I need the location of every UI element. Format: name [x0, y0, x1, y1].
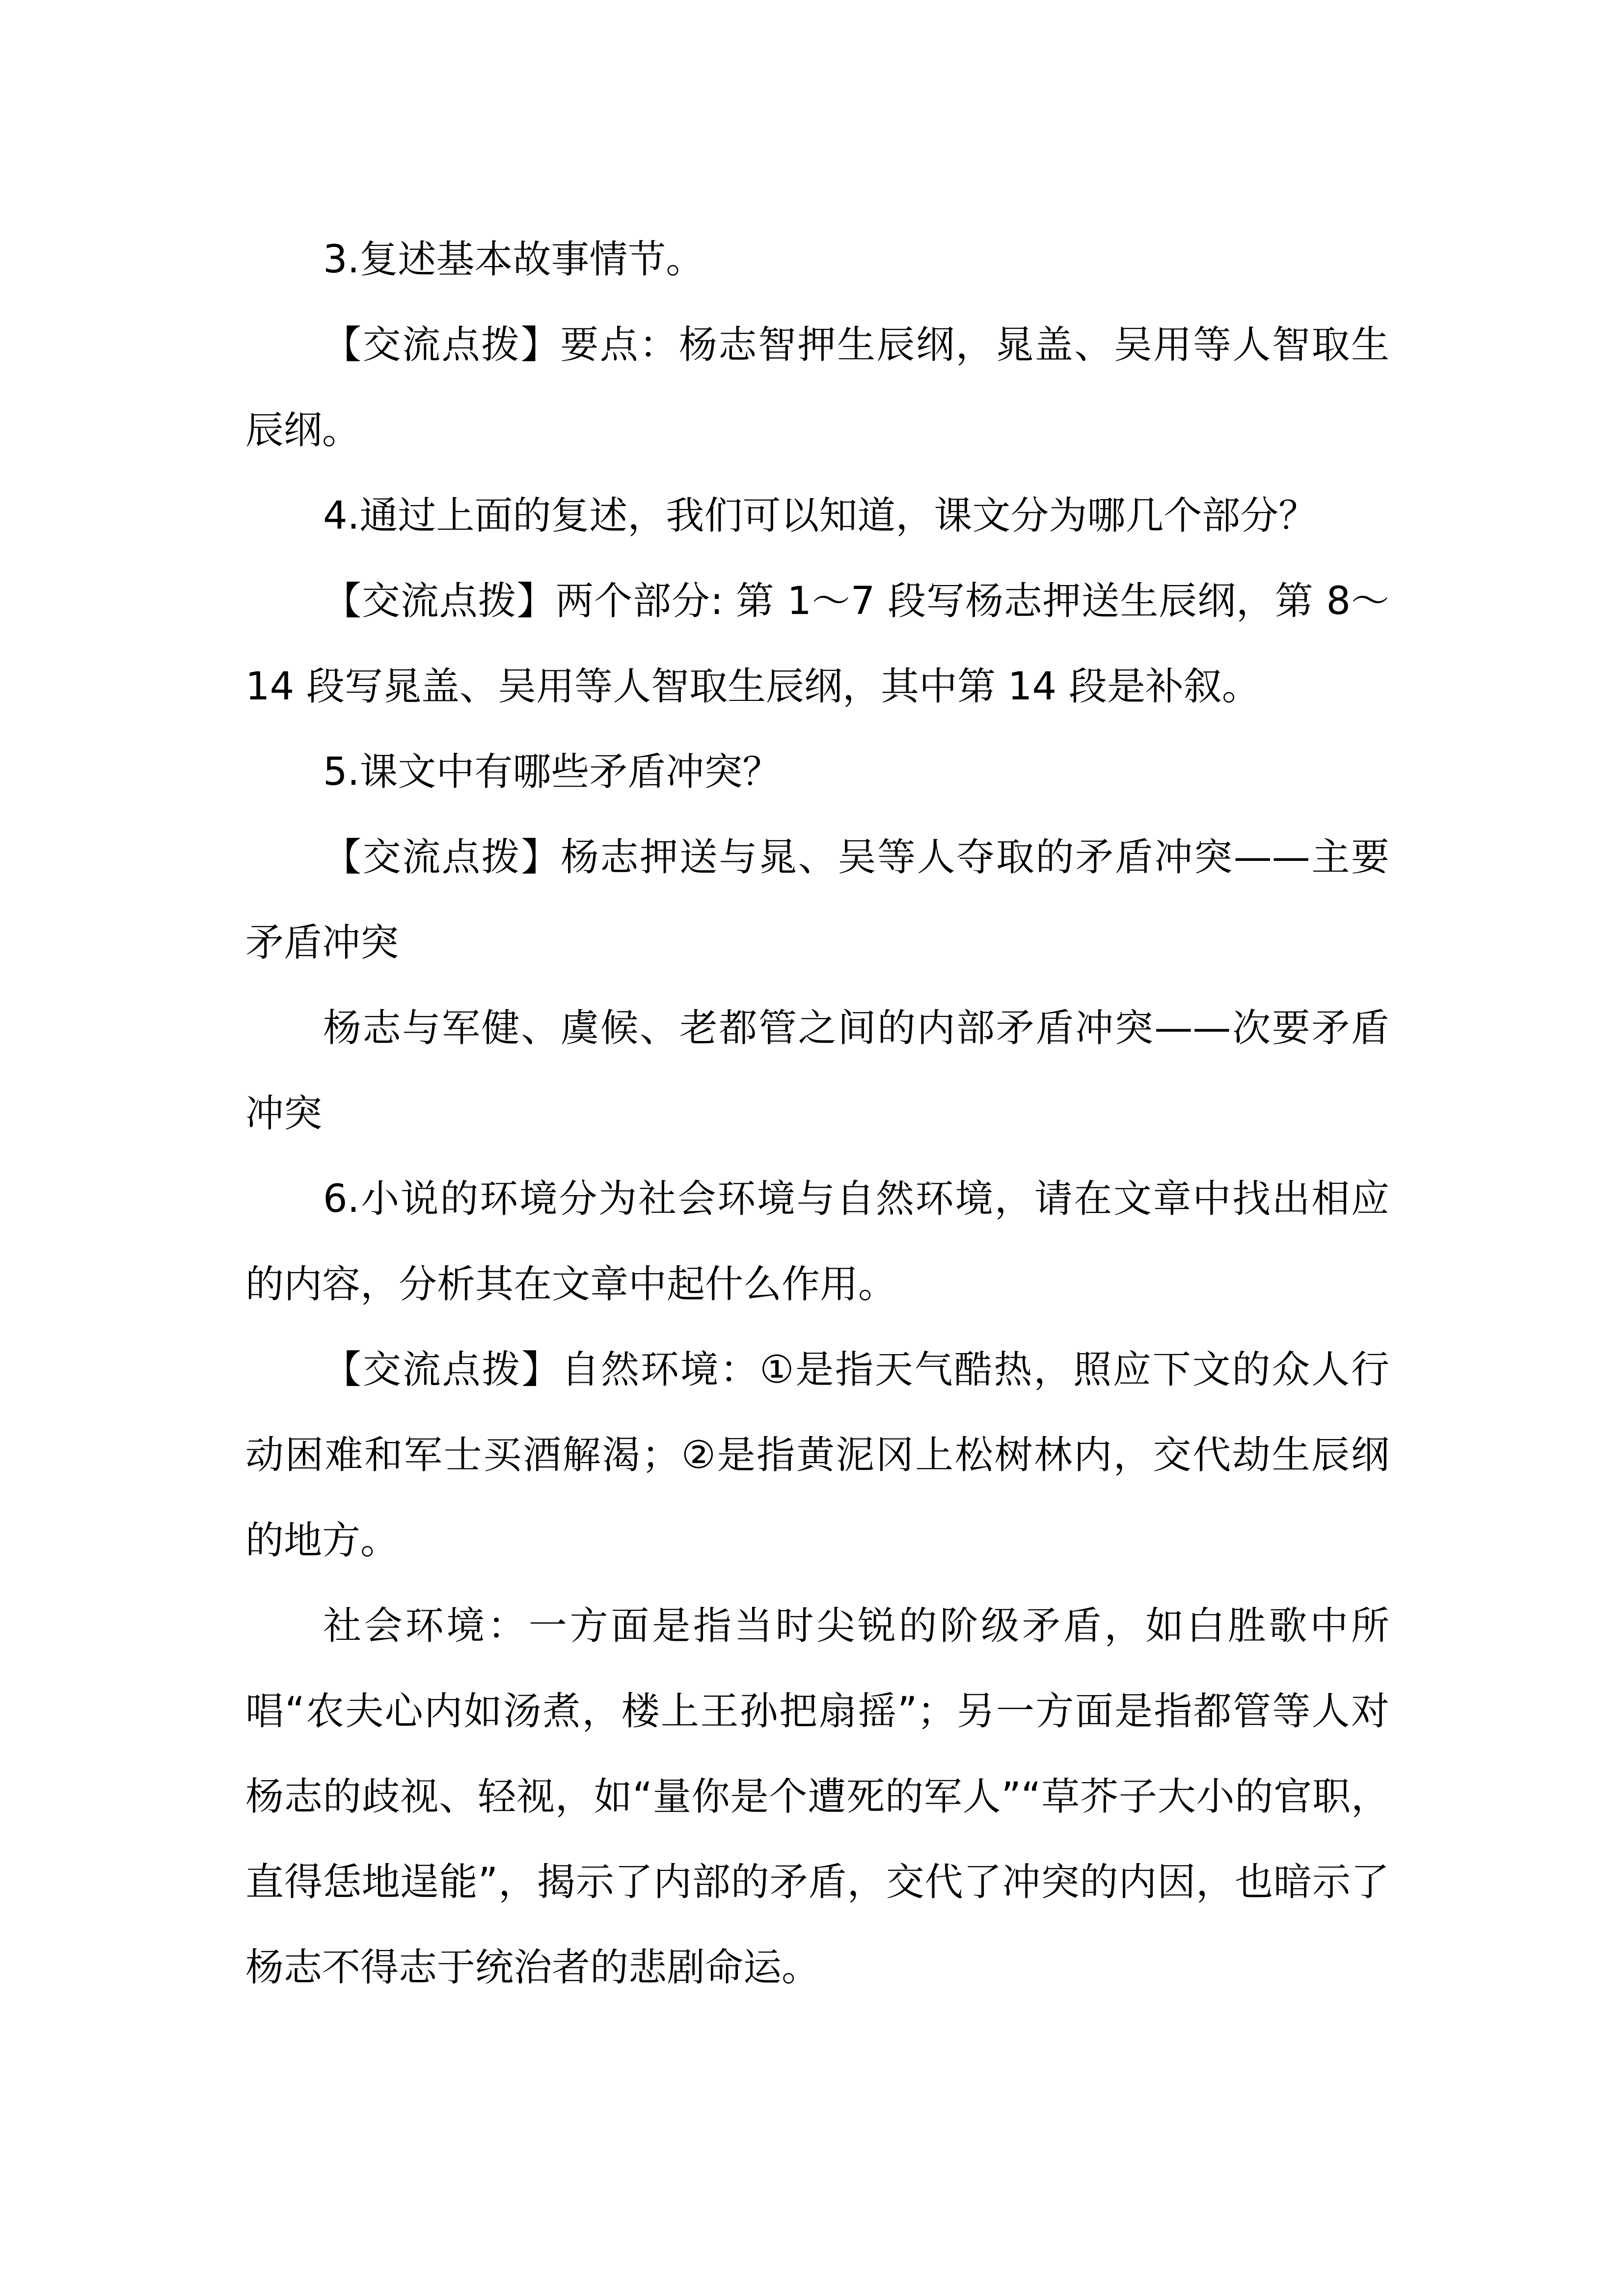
answer-6-social-environment: 社会环境：一方面是指当时尖锐的阶级矛盾，如白胜歌中所唱“农夫心内如汤煮，楼上王孙把扇摇”；另一方面是指都管等人对杨志的歧视、轻视，如“量你是个遭死的军人”“草芥子大小的官职，直得恁地逞能”，揭示了内部的矛盾，交代了冲突的内因，也暗示了杨志不得志于统治者的悲剧命运。	[245, 1604, 1389, 1990]
question-5: 5.课文中有哪些矛盾冲突？	[323, 750, 781, 794]
answer-3: 【交流点拨】要点：杨志智押生辰纲，晁盖、吴用等人智取生辰纲。	[245, 323, 1389, 453]
question-4: 4.通过上面的复述，我们可以知道，课文分为哪几个部分？	[323, 494, 1317, 538]
answer-5-secondary-conflict: 杨志与军健、虞候、老都管之间的内部矛盾冲突——次要矛盾冲突	[245, 1006, 1389, 1136]
question-3: 3.复述基本故事情节。	[323, 238, 704, 282]
answer-5-main-conflict: 【交流点拨】杨志押送与晁、吴等人夺取的矛盾冲突——主要矛盾冲突	[245, 835, 1389, 965]
answer-4: 【交流点拨】两个部分: 第 1～7 段写杨志押送生辰纲，第 8～14 段写晁盖、吴用等人智取生辰纲，其中第 14 段是补叙。	[245, 579, 1389, 709]
document-body	[245, 217, 1389, 2010]
answer-6-natural-environment: 【交流点拨】自然环境：①是指天气酷热，照应下文的众人行动困难和军士买酒解渴；②是指黄泥冈上松树林内，交代劫生辰纲的地方。	[245, 1348, 1389, 1563]
question-6: 6.小说的环境分为社会环境与自然环境，请在文章中找出相应的内容，分析其在文章中起什么作用。	[245, 1177, 1389, 1307]
